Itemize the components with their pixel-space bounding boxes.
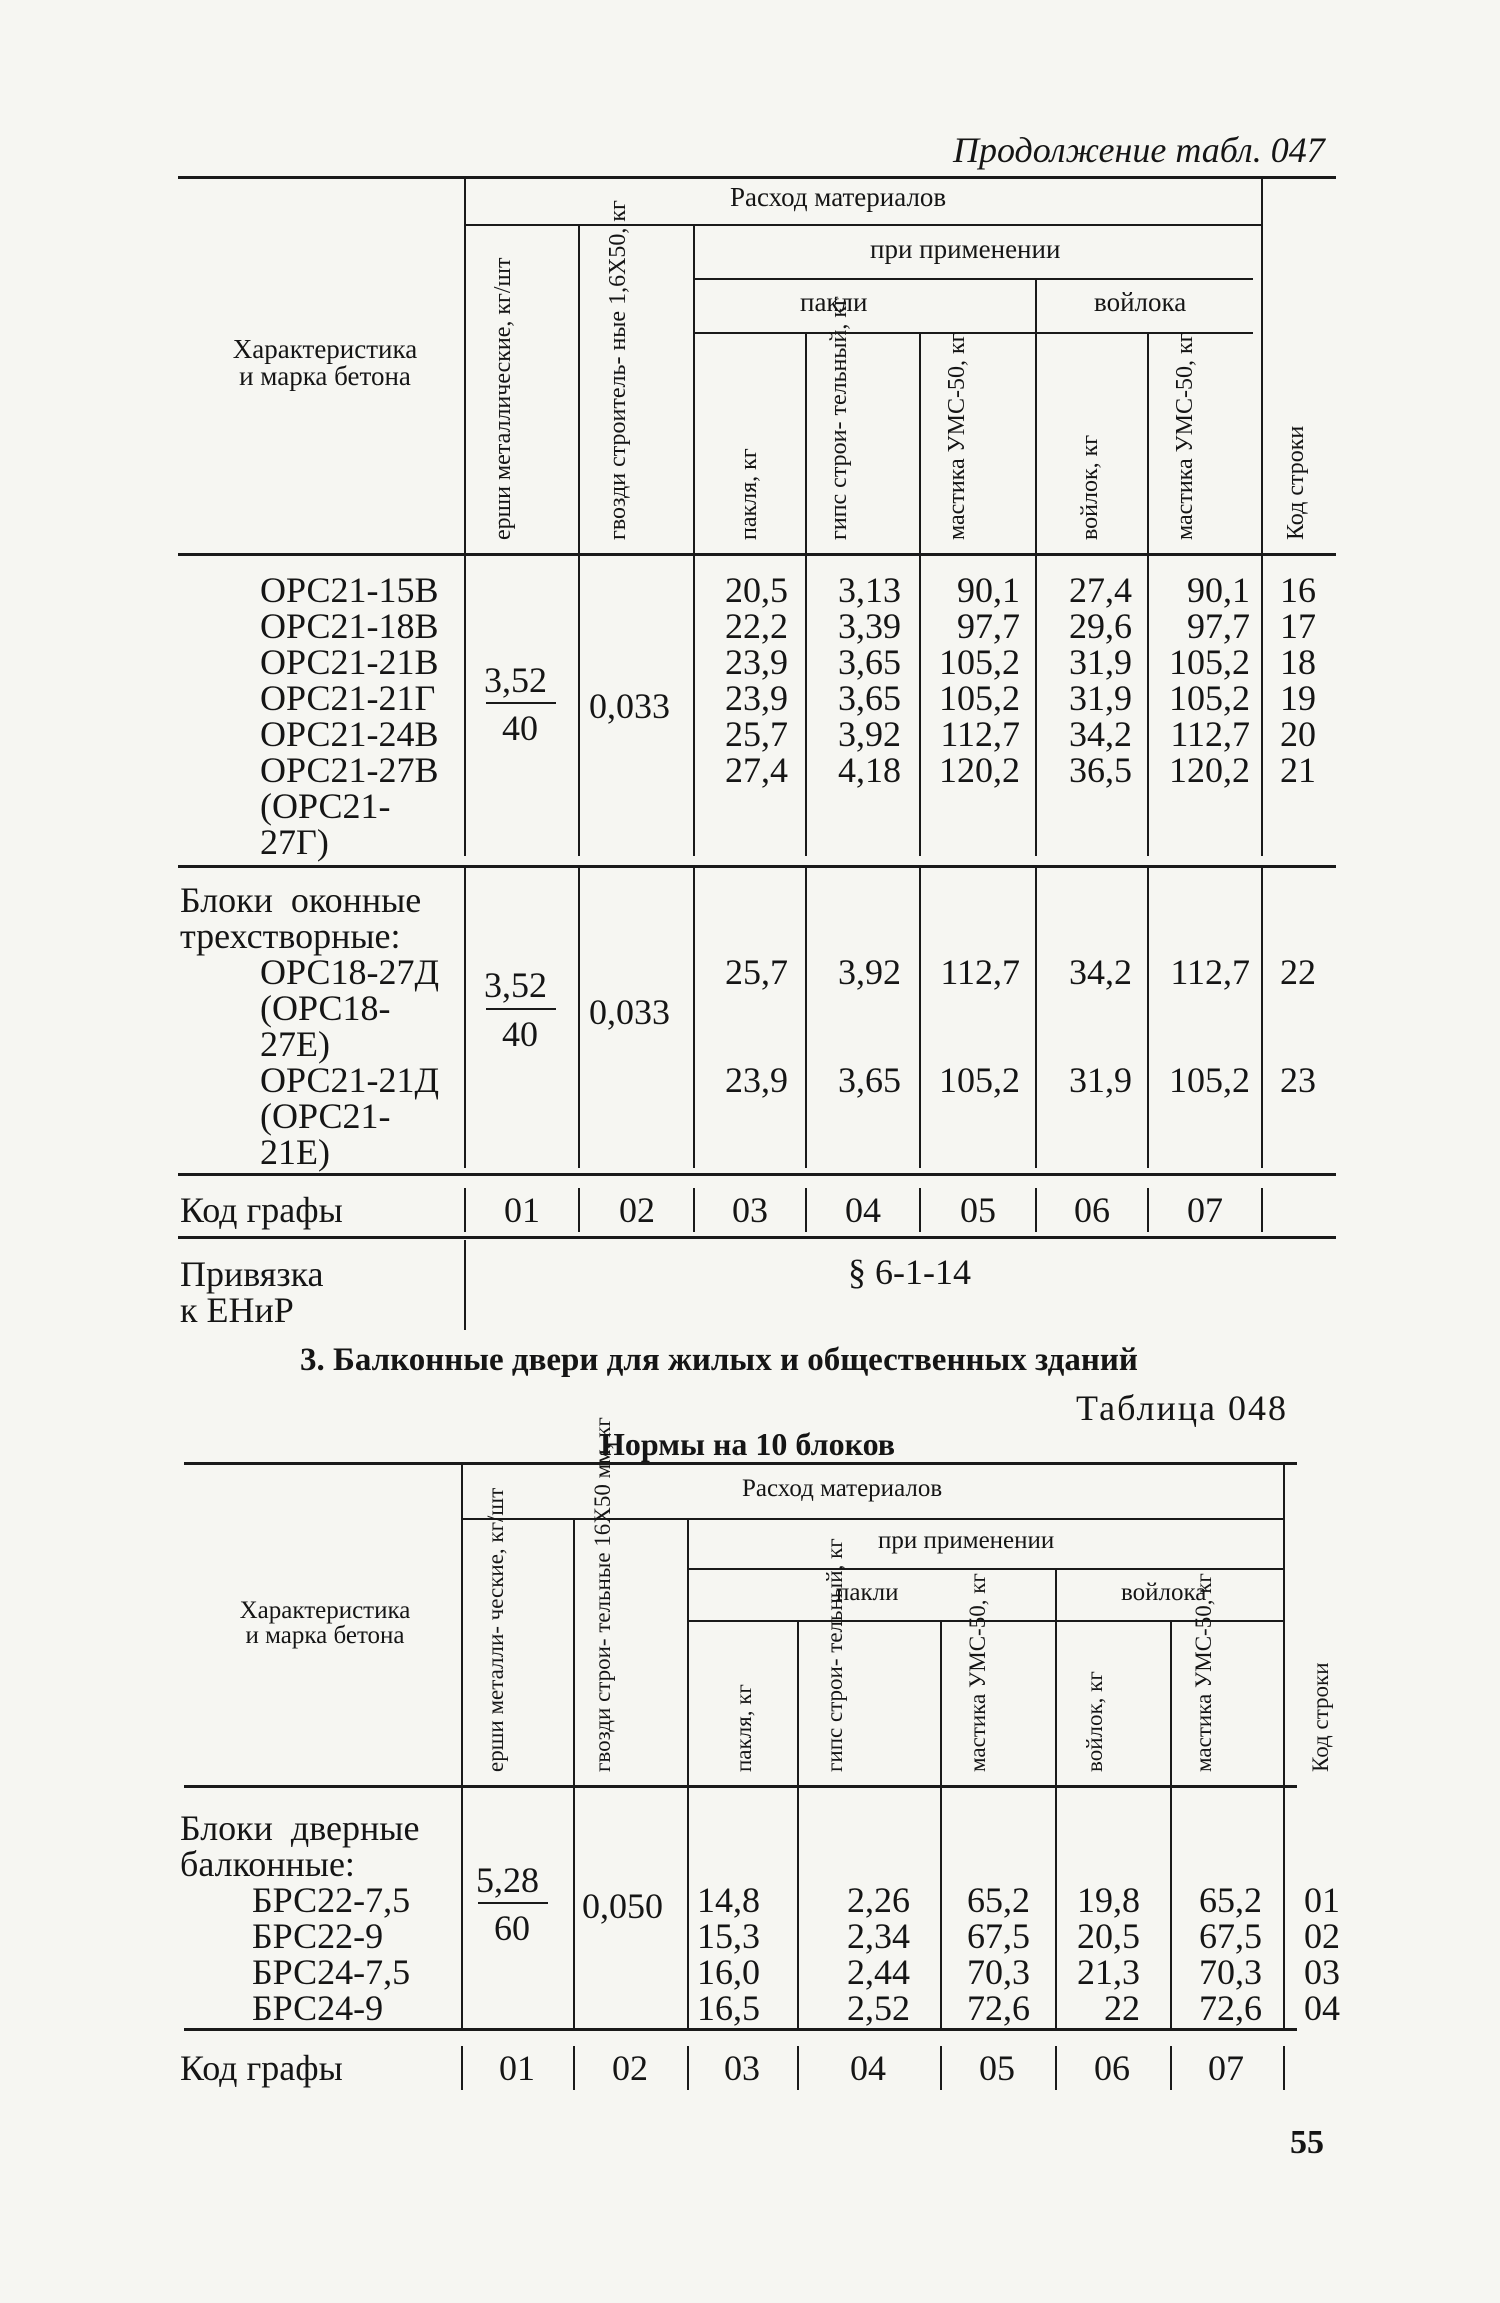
t047-block1-c7-0: 90,1 [1187, 570, 1250, 610]
t047-graph-code-6: 07 [1187, 1190, 1223, 1230]
t047-header-char: Характеристика и марка бетона [232, 334, 418, 391]
t047-block1-c3-2: 23,9 [725, 642, 788, 682]
t047-block2-r2-cell-3: 31,9 [1069, 1060, 1132, 1100]
t048-graph-code-6: 07 [1208, 2048, 1244, 2088]
table048-top-rule [184, 1462, 1297, 1465]
t048-graph-label: Код графы [180, 2048, 343, 2088]
t047-block1-name-4: ОРС21-24В [260, 714, 439, 754]
t047-header-pri: при применении [870, 234, 1061, 264]
t047-block1-c4-3: 3,65 [838, 678, 901, 718]
t048-c4-2: 2,44 [847, 1952, 910, 1992]
t047-block1-c1-den: 40 [502, 708, 538, 748]
t048-c4-3: 2,52 [847, 1988, 910, 2028]
t047-block1-c5-5: 120,2 [939, 750, 1020, 790]
t047-block2-name-5: 21Е) [260, 1132, 330, 1172]
t048-header-c4: гипс строи- тельный, кг [822, 1538, 847, 1772]
t047-block1-c3-0: 20,5 [725, 570, 788, 610]
t047-block2-r1-cell-1: 3,92 [838, 952, 901, 992]
t048-c5-0: 65,2 [967, 1880, 1030, 1920]
t048-c7-0: 65,2 [1199, 1880, 1262, 1920]
t047-block2-r1-cell-5: 22 [1280, 952, 1316, 992]
t047-block1-name-5: ОРС21-27В [260, 750, 439, 790]
t047-block1-c6-0: 27,4 [1069, 570, 1132, 610]
t048-code-1: 02 [1304, 1916, 1340, 1956]
t047-block2-c1-num: 3,52 [484, 965, 547, 1005]
t047-block2-title2: трехстворные: [180, 916, 401, 956]
t047-block1-c7-2: 105,2 [1169, 642, 1250, 682]
t047-graph-code-4: 05 [960, 1190, 996, 1230]
t047-block1-c4-0: 3,13 [838, 570, 901, 610]
t047-block2-name-3: ОРС21-21Д [260, 1060, 440, 1100]
t048-c5-1: 67,5 [967, 1916, 1030, 1956]
t048-header-c2: гвозди строи- тельные 16Х50 мм, кг [590, 1417, 615, 1772]
t047-block1-c5-1: 97,7 [957, 606, 1020, 646]
t047-graph-code-2: 03 [732, 1190, 768, 1230]
t047-block1-c3-3: 23,9 [725, 678, 788, 718]
t047-block1-c7-5: 120,2 [1169, 750, 1250, 790]
t047-header-voilok: войлока [1094, 287, 1187, 317]
t047-block2-r1-cell-3: 34,2 [1069, 952, 1132, 992]
t047-block1-c6-5: 36,5 [1069, 750, 1132, 790]
t047-block1-name-2: ОРС21-21В [260, 642, 439, 682]
t047-block2-title1: Блоки оконные [180, 880, 422, 920]
t047-header-c5: мастика УМС-50, кг [944, 332, 970, 540]
t047-block1-code-4: 20 [1280, 714, 1316, 754]
t048-code-2: 03 [1304, 1952, 1340, 1992]
t047-header-c1: ерши металлические, кг/шт [490, 257, 516, 540]
t047-block1-code-0: 16 [1280, 570, 1316, 610]
t047-header-c7: мастика УМС-50, кг [1172, 332, 1198, 540]
t047-block2-c1-den: 40 [502, 1014, 538, 1054]
t047-binding-value: § 6-1-14 [848, 1252, 971, 1292]
t048-name-3: БРС24-9 [252, 1988, 384, 2028]
t048-c5-3: 72,6 [967, 1988, 1030, 2028]
section-title: 3. Балконные двери для жилых и общественных зданий [300, 1342, 1138, 1378]
t048-c7-2: 70,3 [1199, 1952, 1262, 1992]
t047-block1-c3-4: 25,7 [725, 714, 788, 754]
t047-binding-label1: Привязка [180, 1254, 324, 1294]
t047-block2-r2-cell-4: 105,2 [1169, 1060, 1250, 1100]
t047-block1-name-1: ОРС21-18В [260, 606, 439, 646]
t048-c6-3: 22 [1104, 1988, 1140, 2028]
t047-header-code: Код строки [1283, 425, 1309, 540]
t048-name-0: БРС22-7,5 [252, 1880, 411, 1920]
t047-block2-r2-cell-1: 3,65 [838, 1060, 901, 1100]
t047-block1-c5-3: 105,2 [939, 678, 1020, 718]
t047-block1-c4-5: 4,18 [838, 750, 901, 790]
t047-block1-name-6: (ОРС21- [260, 786, 391, 826]
t047-graph-code-0: 01 [504, 1190, 540, 1230]
t047-block1-c3-5: 27,4 [725, 750, 788, 790]
t048-c3-0: 14,8 [697, 1880, 760, 1920]
t048-header-voilok: войлока [1121, 1579, 1207, 1606]
t048-header-c5: мастика УМС-50, кг [965, 1573, 990, 1772]
t047-block1-c6-3: 31,9 [1069, 678, 1132, 718]
t047-block2-r1-cell-4: 112,7 [1170, 952, 1250, 992]
table047-top-rule [178, 176, 1336, 179]
t047-header-c2: гвозди строитель- ные 1,6Х50, кг [605, 200, 631, 540]
t048-graph-code-5: 06 [1094, 2048, 1130, 2088]
t048-name-1: БРС22-9 [252, 1916, 384, 1956]
t047-block2-name-2: 27Е) [260, 1024, 330, 1064]
t048-c2: 0,050 [582, 1886, 663, 1926]
t047-graph-code-3: 04 [845, 1190, 881, 1230]
t047-block2-r2-cell-0: 23,9 [725, 1060, 788, 1100]
t047-block1-c4-4: 3,92 [838, 714, 901, 754]
t047-block2-r2-cell-5: 23 [1280, 1060, 1316, 1100]
t048-header-group: Расход материалов [742, 1475, 943, 1502]
t047-block2-r1-cell-2: 112,7 [940, 952, 1020, 992]
t047-block1-c6-1: 29,6 [1069, 606, 1132, 646]
t048-c6-2: 21,3 [1077, 1952, 1140, 1992]
t047-header-pakli: пакли [800, 287, 868, 317]
t047-block1-c1-num: 3,52 [484, 660, 547, 700]
t047-block1-c7-4: 112,7 [1170, 714, 1250, 754]
t047-block1-c5-2: 105,2 [939, 642, 1020, 682]
t047-block2-c2: 0,033 [589, 992, 670, 1032]
t048-code-3: 04 [1304, 1988, 1340, 2028]
t048-graph-code-3: 04 [850, 2048, 886, 2088]
t048-graph-code-0: 01 [499, 2048, 535, 2088]
t048-header-c7: мастика УМС-50, кг [1191, 1573, 1216, 1772]
t047-header-c6: войлок, кг [1077, 434, 1103, 540]
t048-header-pri: при применении [878, 1527, 1055, 1554]
t048-title2: балконные: [180, 1844, 355, 1884]
t047-block1-c4-2: 3,65 [838, 642, 901, 682]
t047-header-rule [178, 553, 1336, 556]
t048-header-c3: пакля, кг [731, 1684, 756, 1772]
t047-block1-name-0: ОРС21-15В [260, 570, 439, 610]
t048-c7-3: 72,6 [1199, 1988, 1262, 2028]
t048-header-code: Код строки [1308, 1662, 1333, 1772]
t048-header-c1: ерши металли- ческие, кг/шт [483, 1487, 508, 1772]
t048-c6-1: 20,5 [1077, 1916, 1140, 1956]
t048-header-c6: войлок, кг [1082, 1671, 1107, 1772]
t048-name-2: БРС24-7,5 [252, 1952, 411, 1992]
t047-block1-code-3: 19 [1280, 678, 1316, 718]
t047-block1-name-7: 27Г) [260, 822, 329, 862]
t047-block1-c3-1: 22,2 [725, 606, 788, 646]
t047-block2-name-1: (ОРС18- [260, 988, 391, 1028]
t047-block1-c6-4: 34,2 [1069, 714, 1132, 754]
t047-block2-name-0: ОРС18-27Д [260, 952, 440, 992]
t048-c6-0: 19,8 [1077, 1880, 1140, 1920]
t047-header-c3: пакля, кг [736, 448, 762, 540]
t048-c5-2: 70,3 [967, 1952, 1030, 1992]
t048-graph-code-1: 02 [612, 2048, 648, 2088]
t047-block1-code-2: 18 [1280, 642, 1316, 682]
t047-block2-r2-cell-2: 105,2 [939, 1060, 1020, 1100]
t048-graph-code-4: 05 [979, 2048, 1015, 2088]
t048-c7-1: 67,5 [1199, 1916, 1262, 1956]
t048-header-char: Характеристика и марка бетона [239, 1597, 411, 1649]
t047-block1-c6-2: 31,9 [1069, 642, 1132, 682]
t048-c3-3: 16,5 [697, 1988, 760, 2028]
page-number: 55 [1290, 2124, 1324, 2161]
t048-title1: Блоки дверные [180, 1808, 420, 1848]
t047-block1-c5-0: 90,1 [957, 570, 1020, 610]
t048-c1-num: 5,28 [476, 1860, 539, 1900]
t047-block1-c7-3: 105,2 [1169, 678, 1250, 718]
table-label: Таблица 048 [1076, 1388, 1288, 1428]
norms-caption: Нормы на 10 блоков [600, 1426, 896, 1462]
t047-header-group: Расход материалов [730, 182, 947, 212]
t048-header-pakli: пакли [836, 1579, 899, 1606]
t047-block1-code-5: 21 [1280, 750, 1316, 790]
t047-block1-code-1: 17 [1280, 606, 1316, 646]
t048-c4-0: 2,26 [847, 1880, 910, 1920]
t047-binding-label2: к ЕНиР [180, 1290, 294, 1330]
t048-graph-code-2: 03 [724, 2048, 760, 2088]
t047-block1-c7-1: 97,7 [1187, 606, 1250, 646]
t048-c1-den: 60 [494, 1908, 530, 1948]
t048-c3-2: 16,0 [697, 1952, 760, 1992]
t047-header-c4: гипс строи- тельный, кг [826, 296, 852, 540]
t048-code-0: 01 [1304, 1880, 1340, 1920]
t048-c4-1: 2,34 [847, 1916, 910, 1956]
t047-graph-code-1: 02 [619, 1190, 655, 1230]
t048-c3-1: 15,3 [697, 1916, 760, 1956]
t047-block1-c2: 0,033 [589, 686, 670, 726]
t047-block1-c5-4: 112,7 [940, 714, 1020, 754]
t047-block-separator [178, 865, 1336, 868]
continuation-caption: Продолжение табл. 047 [953, 130, 1325, 170]
t047-block2-name-4: (ОРС21- [260, 1096, 391, 1136]
t047-block1-c4-1: 3,39 [838, 606, 901, 646]
t047-block2-r1-cell-0: 25,7 [725, 952, 788, 992]
t047-graph-code-5: 06 [1074, 1190, 1110, 1230]
t047-block1-name-3: ОРС21-21Г [260, 678, 436, 718]
t047-graph-label: Код графы [180, 1190, 343, 1230]
